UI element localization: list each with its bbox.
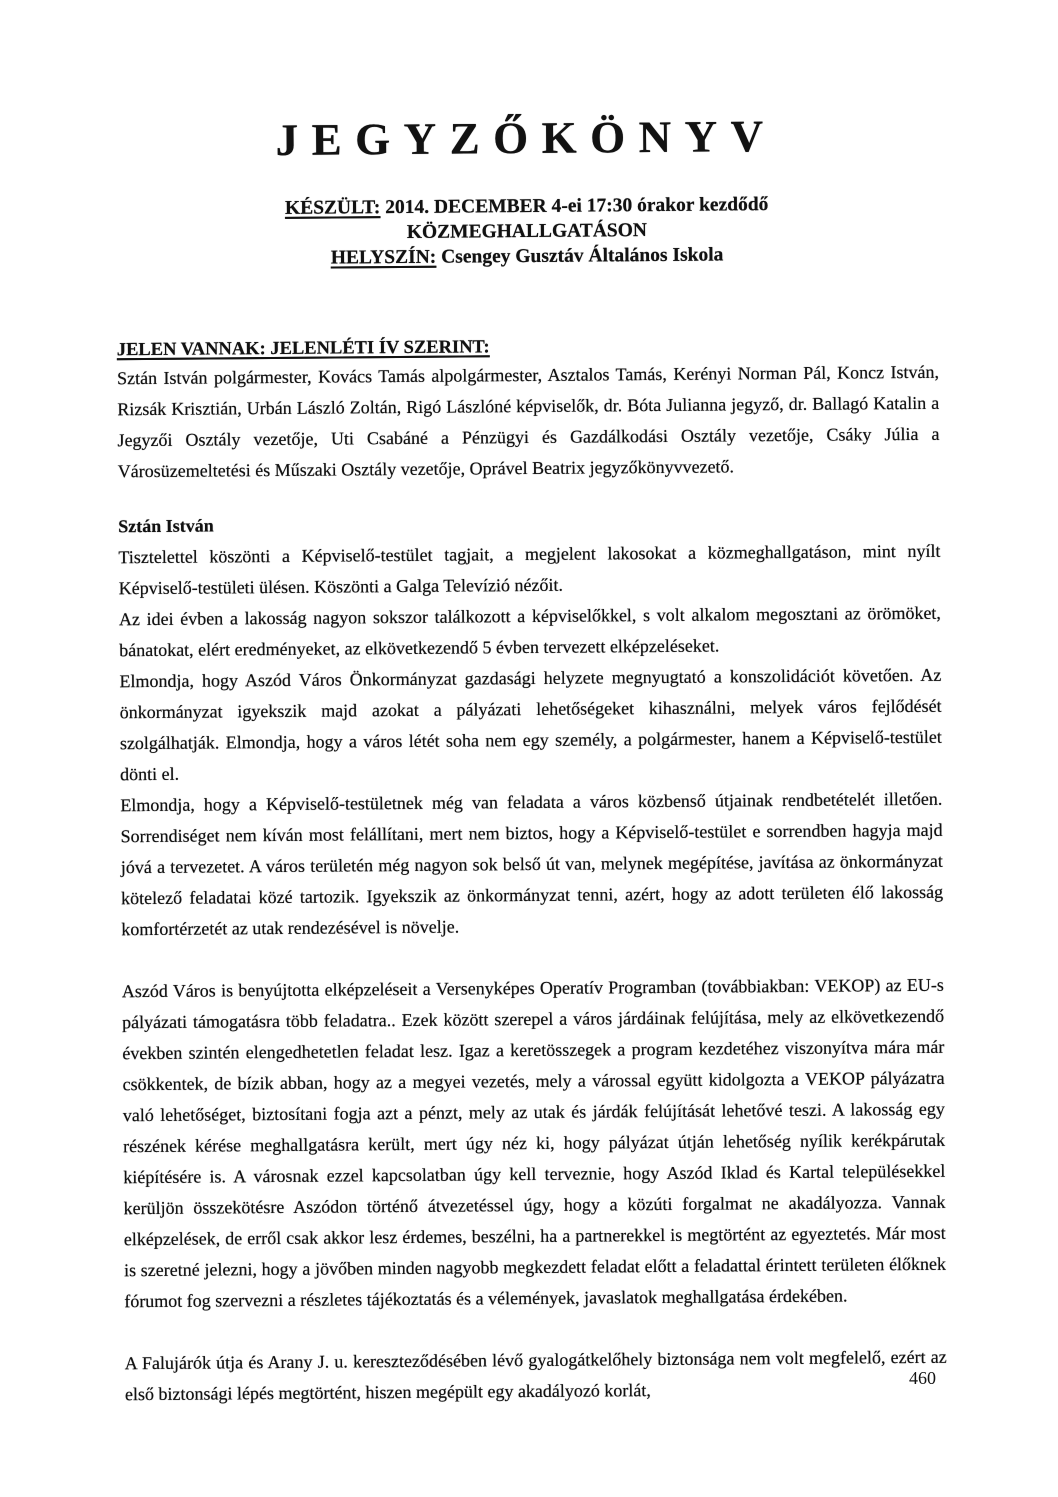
vekop-paragraph: Aszód Város is benyújtotta elképzeléseit a Versenyképes Operatív Programban (továbbiakban: VEKOP) az EU-s pályázati támogatásra több feladatra.. Ezek között szerepel a város járdáinak felújítása, mely az elkövetkezendő években szintén elengedhetetlen feladat lesz. Igaz a keretösszegek a program kezdetéhez viszonyítva mára már csökkentek, de bízik abban, hogy az a megyei vezetés, mely a várossal együtt kidolgozta a VEKOP pályázatra való lehetőséget, biztosítani fogja azt a pénzt, mely az utak és járdák felújítását lehetővé teszi. A lakosság egy részének kérése meghallgatásra került, mert úgy néz ki, hogy pályázat útján lehetőség nyílik kerékpárutak kiépítésére is. A városnak ezzel kapcsolatban úgy kell terveznie, hogy Aszód Iklad és Kartal településekkel kerüljön összekötésre Aszódon történő átvezetéssel úgy, hogy a közúti forgalmat ne akadályozza. Vannak elképzelések, de erről csak akkor lesz érdemes, beszélni, ha a partnerekkel is megtörtént az egyeztetés. Már most is szeretné jelezni, hogy a jövőben minden nagyobb megkezdett feladat előtt a feladattal érintett területen élőknek fórumot fog szervezni a részletes tájékoztatás és a vélemények, javaslatok meghallgatása érdekében. (121, 974, 947, 1312)
location-value: Csengey Gusztáv Általános Iskola (441, 244, 724, 268)
location-label: HELYSZÍN: (330, 246, 437, 269)
speech-paragraph: Elmondja, hogy a Képviselő-testületnek még van feladata a város közbenső útjainak rendbetételét illetően. Sorrendiséget nem kíván most felállítani, mert nem biztos, hogy a Képviselő-testület e sorrendben hagyja majd jóvá a tervezetet. A város területén még nagyon sok belső út van, melynek megépítése, javítása az önkormányzat kötelező feladatai közé tartozik. Igyekszik az önkormányzat tenni, azért, hogy az adott területen élő lakosság komfortérzetét az utak rendezésével is növelje. (120, 788, 944, 940)
header-meta-block (116, 191, 939, 272)
document-title: JEGYZŐKÖNYV (275, 111, 777, 165)
made-label: KÉSZÜLT: (284, 197, 381, 219)
attendees-heading-text: JELEN VANNAK: JELENLÉTI ÍV SZERINT: (116, 337, 490, 361)
page-number: 460 (909, 1368, 936, 1388)
speech-paragraph: Elmondja, hogy Aszód Város Önkormányzat gazdasági helyzete megnyugtató a konszolidációt követően. Az önkormányzat igyekszik majd azokat a pályázati lehetőségeket kihasználni, melyek város fejlődését szolgálhatják. Elmondja, hogy a város létét soha nem egy személy, a polgármester, hanem a Képviselő-testület dönti el. (119, 664, 942, 785)
speech-paragraph: Tisztelettel köszönti a Képviselő-testület tagjait, a megjelent lakosokat a közmeghallgatáson, mint nyílt Képviselő-testületi ülésen. Köszönti a Galga Televízió nézőit. (118, 540, 941, 599)
speaker-name: Sztán István (118, 515, 214, 537)
event-line: KÖZMEGHALLGATÁSON (406, 220, 648, 243)
crossing-paragraph: A Falujárók útja és Arany J. u. kereszteződésében lévő gyalogátkelőhely biztonsága nem volt megfelelő, ezért az első biztonsági lépés megtörtént, hiszen megépült egy akadályozó korlát, (124, 1346, 947, 1405)
made-value: 2014. DECEMBER 4-ei 17:30 órakor kezdődő (385, 194, 769, 219)
page-content (115, 109, 947, 1410)
speech-paragraph: Az idei évben a lakosság nagyon sokszor találkozott a képviselőkkel, s volt alkalom megosztani az örömöket, bánatokat, elért eredményeket, az elkövetkezendő 5 évben tervezett elképzeléseket. (118, 602, 941, 661)
attendees-paragraph: Sztán István polgármester, Kovács Tamás alpolgármester, Asztalos Tamás, Kerényi Norman Pál, Koncz István, Rizsák Krisztián, Urbán László Zoltán, Rigó Lászlóné képviselők, dr. Bóta Julianna jegyző, dr. Ballagó Katalin a Jegyzői Osztály vezetője, Uti Csabáné a Pénzügyi és Gazdálkodási Osztály vezetője, Csáky Júlia a Városüzemeltetési és Műszaki Osztály vezetője, Oprável Beatrix jegyzőkönyvvezető. (116, 361, 940, 482)
location-line (116, 241, 938, 272)
